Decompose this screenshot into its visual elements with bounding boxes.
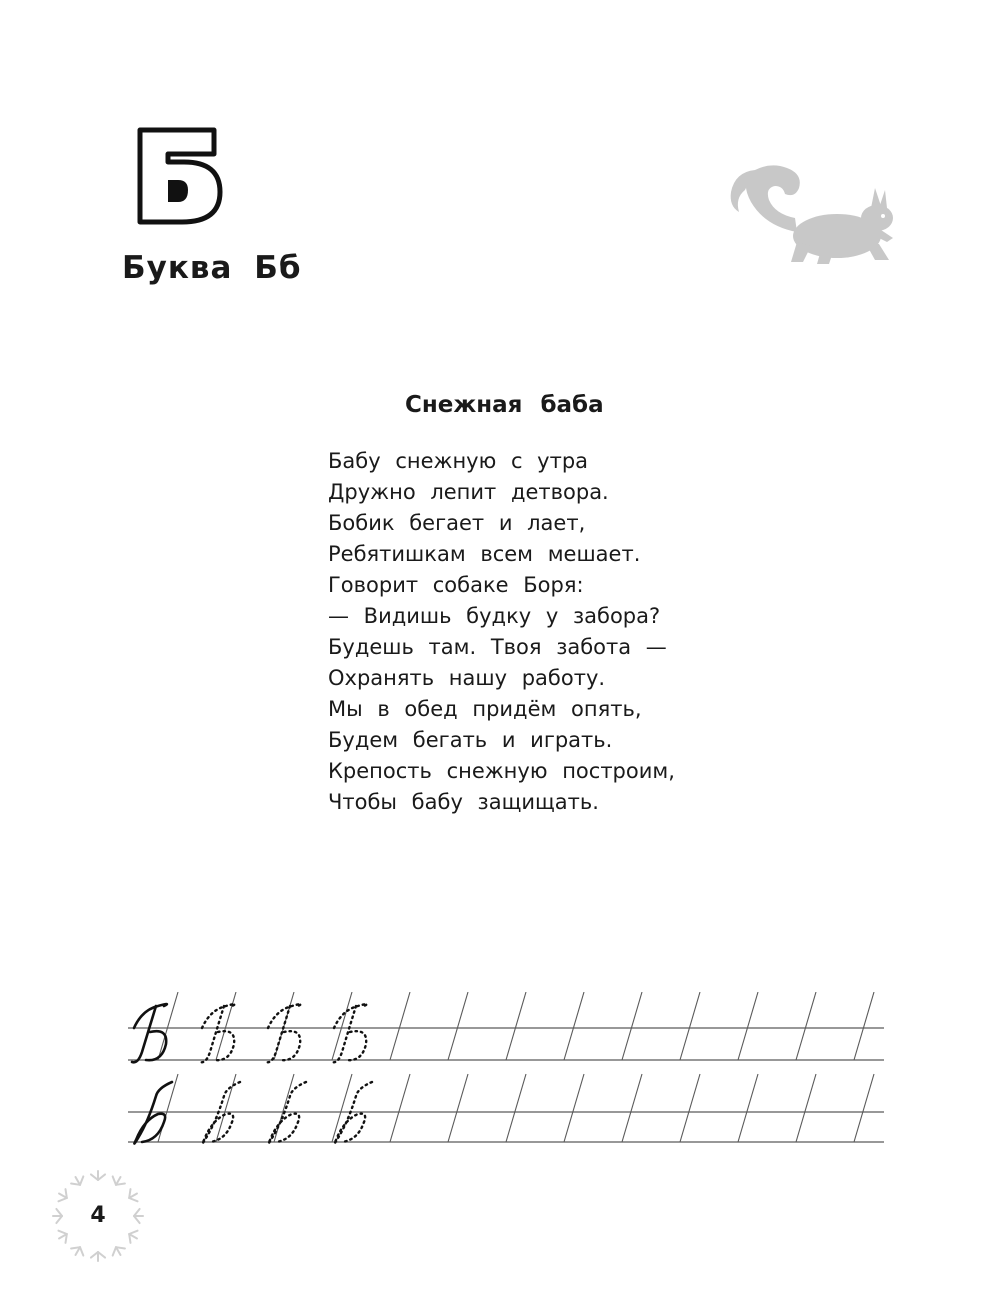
slant-guide-line — [622, 1074, 642, 1142]
page-title: Буква Бб — [122, 250, 302, 286]
poem-line: — Видишь будку у забора? — [328, 604, 661, 628]
poem-line: Крепость снежную построим, — [328, 759, 675, 783]
traced-upper-b — [200, 1004, 367, 1062]
handwriting-practice-grid — [128, 992, 888, 1152]
slant-guide-line — [390, 1074, 410, 1142]
slant-guide-line — [854, 1074, 874, 1142]
ruled-lines — [128, 1028, 884, 1142]
slant-guide-line — [390, 992, 410, 1060]
slant-guide-line — [448, 992, 468, 1060]
poem-line: Дружно лепит детвора. — [328, 480, 609, 504]
poem-line: Будешь там. Твоя забота — — [328, 635, 667, 659]
poem-line: Ребятишкам всем мешает. — [328, 542, 641, 566]
poem-title: Снежная баба — [405, 392, 604, 418]
slant-guide-line — [738, 1074, 758, 1142]
slant-guide-line — [738, 992, 758, 1060]
slant-guide-line — [564, 1074, 584, 1142]
slant-guide-line — [796, 992, 816, 1060]
poem-line: Чтобы бабу защищать. — [328, 790, 599, 814]
slant-guide-line — [448, 1074, 468, 1142]
poem-line: Охранять нашу работу. — [328, 666, 606, 690]
poem-line: Будем бегать и играть. — [328, 728, 613, 752]
poem-line: Мы в обед придём опять, — [328, 697, 642, 721]
squirrel-icon — [725, 162, 897, 270]
slant-guide-line — [854, 992, 874, 1060]
slant-guide-line — [506, 1074, 526, 1142]
poem-text — [328, 446, 675, 818]
big-letter-b-icon — [122, 118, 232, 228]
slant-lines — [158, 992, 874, 1142]
slant-guide-line — [680, 1074, 700, 1142]
cursive-upper-b-sample — [132, 1004, 167, 1062]
slant-guide-line — [564, 992, 584, 1060]
slant-guide-line — [158, 992, 178, 1060]
slant-guide-line — [216, 992, 236, 1060]
slant-guide-line — [274, 1074, 294, 1142]
slant-guide-line — [622, 992, 642, 1060]
poem-line: Бабу снежную с утра — [328, 449, 589, 473]
slant-guide-line — [796, 1074, 816, 1142]
slant-guide-line — [680, 992, 700, 1060]
page-number: 4 — [90, 1203, 106, 1228]
poem-line: Говорит собаке Боря: — [328, 573, 584, 597]
slant-guide-line — [506, 992, 526, 1060]
poem-line: Бобик бегает и лает, — [328, 511, 586, 535]
